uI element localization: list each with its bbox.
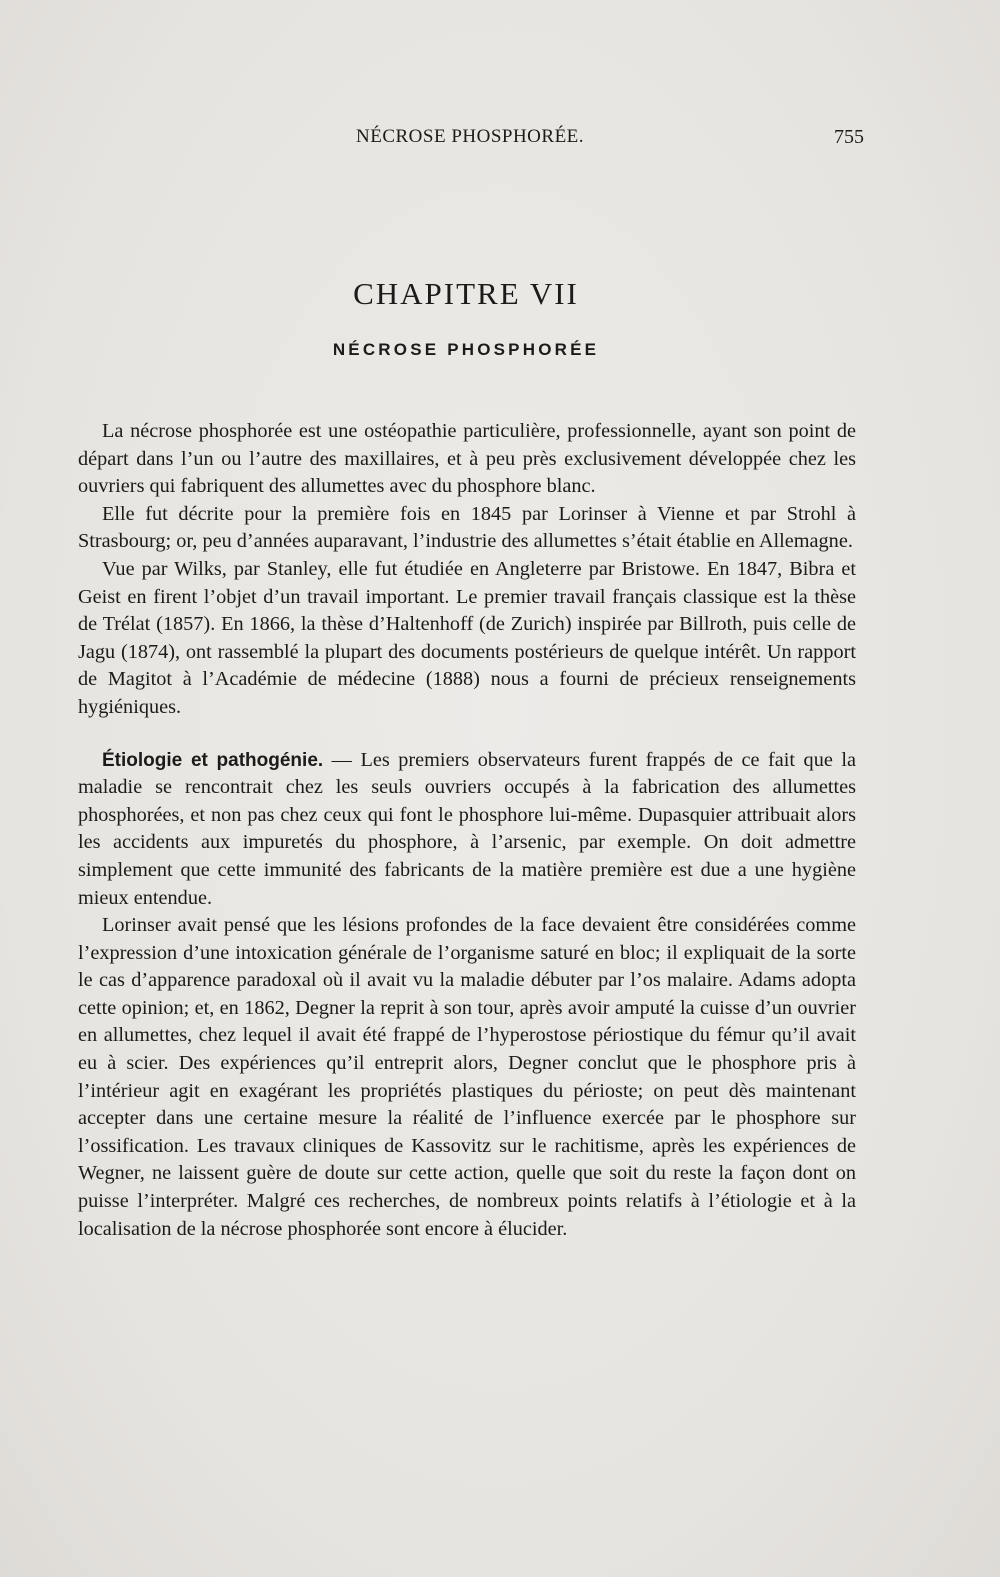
paragraph: Lorinser avait pensé que les lésions profondes de la face devaient être considérées comme l’expression d’une intoxication générale de l’organisme saturé en bloc; il expliquait de la sorte le cas d’apparence paradoxal où il avait vu la maladie débuter par l’os malaire. Adams adopta cette opinion; et, en 1862, Degner la reprit à son tour, après avoir amputé la cuisse d’un ouvrier en allumettes, chez lequel il avait été frappé de l’hyperostose périostique du fémur qu’il avait eu à scier. Des expériences qu’il entreprit alors, Degner conclut que le phosphore pris à l’intérieur agit en exagérant les propriétés plastiques du périoste; on peut dès maintenant accepter dans une certaine mesure la réalité de l’influence exercée par le phosphore sur l’ossification. Les travaux cliniques de Kassovitz sur le rachitisme, après les expériences de Wegner, ne laissent guère de doute sur cette action, quelle que soit du reste la façon dont on puisse l’interpréter. Malgré ces recherches, de nombreux points relatifs à l’étiologie et à la localisation de la nécrose phosphorée sont encore à élucider. [78, 914, 856, 1240]
paragraph: Vue par Wilks, par Stanley, elle fut étudiée en Angleterre par Bristowe. En 1847, Bibra et Geist en firent l’objet d’un travail important. Le premier travail français classique est la thèse de Trélat (1857). En 1866, la thèse d’Haltenhoff (de Zurich) inspirée par Billroth, puis celle de Jagu (1874), ont rassemblé la plupart des documents postérieurs de quelque intérêt. Un rapport de Magitot à l’Académie de médecine (1888) nous a fourni de précieux renseignements hygiéniques. [78, 557, 856, 718]
running-header [78, 126, 864, 156]
body-text [78, 418, 856, 1243]
page-number: 755 [834, 126, 864, 148]
paragraph: La nécrose phosphorée est une ostéopathie particulière, professionnelle, ayant son point de départ dans l’un ou l’autre des maxillaires, et à peu près exclusivement développée chez les ouvriers qui fabriquent des allumettes avec du phosphore blanc. [78, 420, 856, 498]
paragraph: Elle fut décrite pour la première fois en 1845 par Lorinser à Vienne et par Strohl à Strasbourg; or, peu d’années auparavant, l’industrie des allumettes s’était établie en Allemagne. [78, 502, 856, 553]
running-title: NÉCROSE PHOSPHORÉE. [356, 126, 585, 147]
chapter-subtitle: NÉCROSE PHOSPHORÉE [332, 340, 600, 359]
section-text: — Les premiers observateurs furent frappés de ce fait que la maladie se rencontrait chez les seuls ouvriers occupés à la fabrication des allumettes phosphorées, et non pas chez ceux qui font le phosphore lui-même. Dupasquier attribuait alors les accidents aux impuretés du phosphore, à l’arsenic, par exemple. On doit admettre simplement que cette immunité des fabricants de la matière première est due a une hygiène mieux entendue. [78, 748, 856, 909]
section-paragraph [78, 747, 856, 913]
section-heading: Étiologie et pathogénie. [102, 749, 324, 771]
chapter-heading: CHAPITRE VII [353, 276, 579, 311]
